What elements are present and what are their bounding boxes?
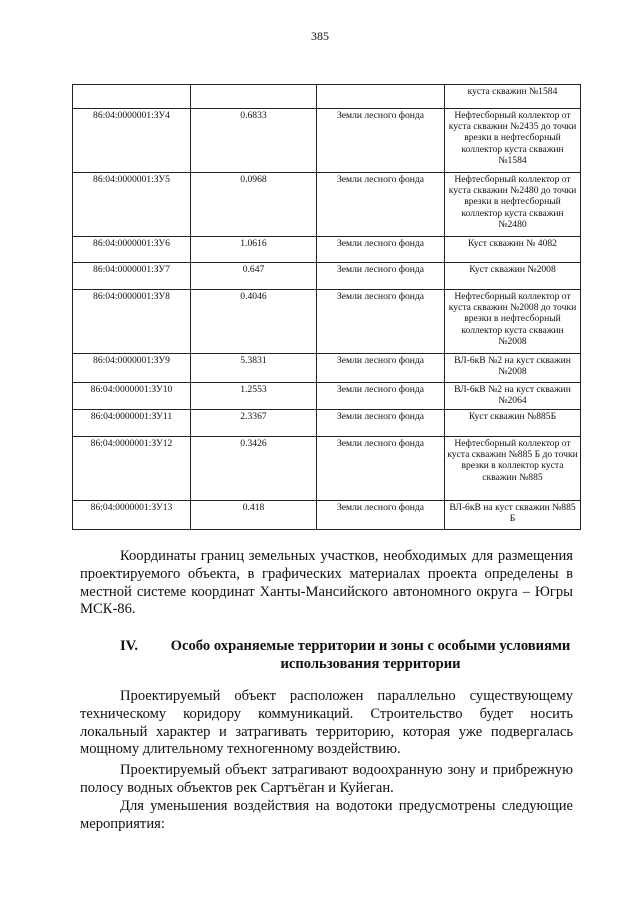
plot-id-cell: 86:04:0000001:ЗУ11	[73, 410, 191, 437]
plot-area-cell: 0.3426	[191, 437, 317, 501]
plot-area-cell: 2.3367	[191, 410, 317, 437]
plot-id-cell: 86:04:0000001:ЗУ7	[73, 263, 191, 290]
plot-purpose-cell: Куст скважин №2008	[445, 263, 581, 290]
table-row	[73, 109, 581, 173]
plot-id-cell: 86:04:0000001:ЗУ6	[73, 237, 191, 263]
table-row	[73, 501, 581, 530]
plot-purpose-cell: Нефтесборный коллектор от куста скважин №2480 до точки врезки в нефтесборный коллектор куста скважин №2480	[445, 173, 581, 237]
measures-paragraph: Для уменьшения воздействия на водотоки предусмотрены следующие мероприятия:	[80, 798, 573, 832]
plot-purpose-cell: Куст скважин № 4082	[445, 237, 581, 263]
plot-area-cell: 0.418	[191, 501, 317, 530]
plot-purpose-cell: Куст скважин №885Б	[445, 410, 581, 437]
table-row	[73, 85, 581, 109]
plot-id-cell: 86:04:0000001:ЗУ5	[73, 173, 191, 237]
plot-id-cell: 86:04:0000001:ЗУ13	[73, 501, 191, 530]
plot-purpose-cell: Нефтесборный коллектор от куста скважин №2008 до точки врезки в нефтесборный коллектор куста скважин №2008	[445, 290, 581, 354]
table-row	[73, 173, 581, 237]
land-category-cell: Земли лесного фонда	[317, 354, 445, 383]
plot-id-cell: 86:04:0000001:ЗУ9	[73, 354, 191, 383]
plot-id-cell	[73, 85, 191, 109]
land-category-cell: Земли лесного фонда	[317, 383, 445, 410]
table-row	[73, 410, 581, 437]
plot-purpose-cell: куста скважин №1584	[445, 85, 581, 109]
object-location-paragraph: Проектируемый объект расположен параллельно существующему техническому коридору коммуникаций. Строительство будет носить локальный характер и затрагивать территорию, которая уже подвергалась мощному длительному техногенному воздействию.	[80, 688, 573, 758]
plot-area-cell: 1.0616	[191, 237, 317, 263]
plot-id-cell: 86:04:0000001:ЗУ10	[73, 383, 191, 410]
plot-id-cell: 86:04:0000001:ЗУ12	[73, 437, 191, 501]
land-category-cell	[317, 85, 445, 109]
land-category-cell: Земли лесного фонда	[317, 109, 445, 173]
page-number: 385	[311, 29, 329, 43]
plot-id-cell: 86:04:0000001:ЗУ8	[73, 290, 191, 354]
plot-area-cell: 0.647	[191, 263, 317, 290]
land-plots-table	[72, 84, 581, 530]
table-row	[73, 263, 581, 290]
section-heading	[80, 638, 573, 674]
water-protection-paragraph: Проектируемый объект затрагивают водоохранную зону и прибрежную полосу водных объектов рек Сартъёган и Куйеган.	[80, 762, 573, 796]
plot-area-cell: 5.3831	[191, 354, 317, 383]
plot-area-cell	[191, 85, 317, 109]
plot-purpose-cell: Нефтесборный коллектор от куста скважин №885 Б до точки врезки в коллектор куста скважин №885	[445, 437, 581, 501]
plot-area-cell: 0.6833	[191, 109, 317, 173]
table-row	[73, 290, 581, 354]
land-category-cell: Земли лесного фонда	[317, 263, 445, 290]
land-category-cell: Земли лесного фонда	[317, 501, 445, 530]
land-category-cell: Земли лесного фонда	[317, 290, 445, 354]
plot-purpose-cell: ВЛ-6кВ №2 на куст скважин №2008	[445, 354, 581, 383]
section-title: Особо охраняемые территории и зоны с особыми условиями использования территории	[170, 638, 571, 672]
table-row	[73, 383, 581, 410]
plot-purpose-cell: ВЛ-6кВ на куст скважин №885 Б	[445, 501, 581, 530]
table-row	[73, 437, 581, 501]
land-category-cell: Земли лесного фонда	[317, 410, 445, 437]
land-category-cell: Земли лесного фонда	[317, 237, 445, 263]
land-plots-table-body	[73, 85, 581, 530]
table-row	[73, 237, 581, 263]
coordinates-paragraph: Координаты границ земельных участков, необходимых для размещения проектируемого объекта, в графических материалах проекта определены в местной системе координат Ханты-Мансийского автономного округа – Югры МСК-86.	[80, 548, 573, 618]
plot-id-cell: 86:04:0000001:ЗУ4	[73, 109, 191, 173]
plot-area-cell: 0.4046	[191, 290, 317, 354]
land-category-cell: Земли лесного фонда	[317, 437, 445, 501]
plot-area-cell: 1.2553	[191, 383, 317, 410]
land-category-cell: Земли лесного фонда	[317, 173, 445, 237]
plot-purpose-cell: Нефтесборный коллектор от куста скважин №2435 до точки врезки в нефтесборный коллектор куста скважин №1584	[445, 109, 581, 173]
section-number: IV.	[120, 638, 138, 654]
plot-purpose-cell: ВЛ-6кВ №2 на куст скважин №2064	[445, 383, 581, 410]
plot-area-cell: 0.0968	[191, 173, 317, 237]
table-row	[73, 354, 581, 383]
